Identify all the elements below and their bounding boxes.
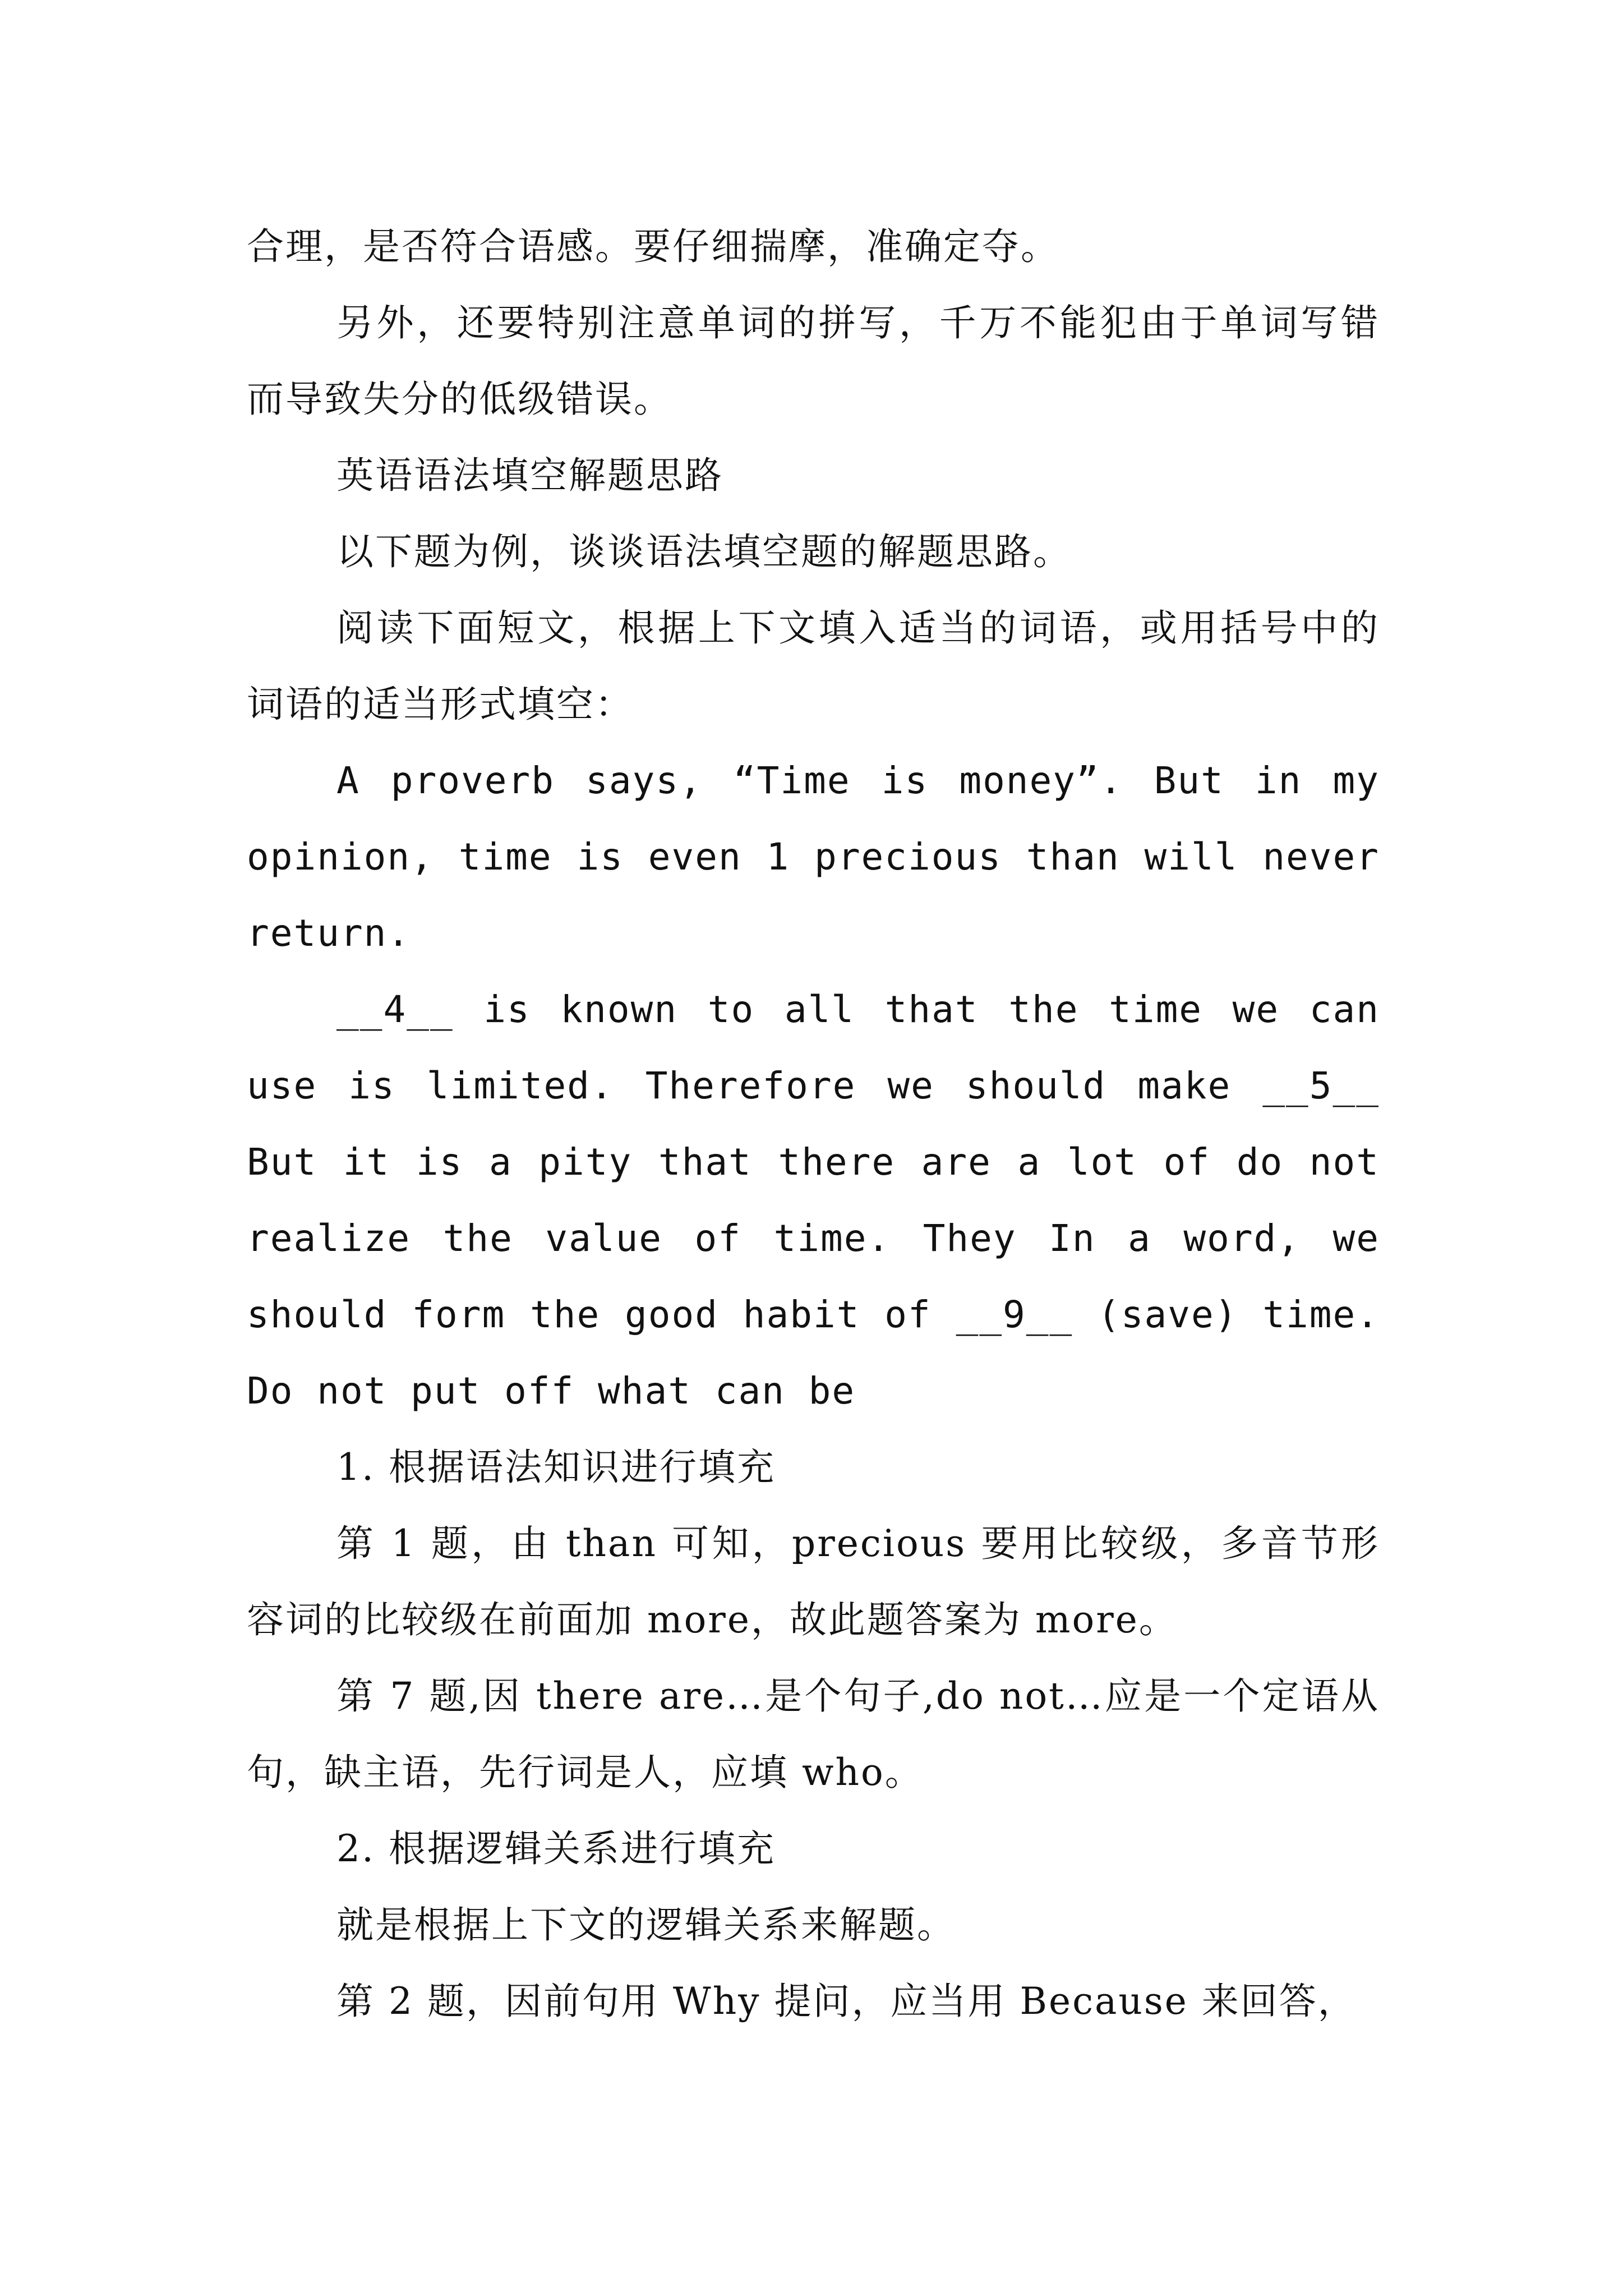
paragraph: 就是根据上下文的逻辑关系来解题。 xyxy=(336,1903,956,1947)
paragraph: 合理，是否符合语感。要仔细揣摩，准确定夺。 xyxy=(247,225,1059,268)
document-body xyxy=(247,209,1380,2040)
section-heading: 英语语法填空解题思路 xyxy=(336,454,723,497)
paragraph: 第 7 题,因 there are…是个句子,do not…应是一个定语从句，缺主语，先行词是人，应填 who。 xyxy=(247,1674,1380,1794)
paragraph: 第 1 题，由 than 可知，precious 要用比较级，多音节形容词的比较级在前面加 more，故此题答案为 more。 xyxy=(247,1522,1380,1641)
numbered-heading: 1. 根据语法知识进行填充 xyxy=(336,1446,776,1489)
paragraph: 以下题为例，谈谈语法填空题的解题思路。 xyxy=(336,530,1072,573)
instruction-paragraph: 阅读下面短文，根据上下文填入适当的词语，或用括号中的词语的适当形式填空： xyxy=(247,606,1380,726)
paragraph: 另外，还要特别注意单词的拼写，千万不能犯由于单词写错而导致失分的低级错误。 xyxy=(247,301,1380,421)
english-passage-paragraph: __4__ is known to all that the time we can use is limited. Therefore we should make __5__ But it is a pity that there are a lot of do not realize the value of time. They In a word, we should form the good habit of __9__ (save) time. Do not put off what can be xyxy=(247,988,1380,1412)
english-passage-paragraph: A proverb says, “Time is money”. But in my opinion, time is even 1 precious than will never return. xyxy=(247,759,1380,955)
numbered-heading: 2. 根据逻辑关系进行填充 xyxy=(336,1827,776,1870)
paragraph: 第 2 题，因前句用 Why 提问，应当用 Because 来回答， xyxy=(336,1980,1357,2023)
